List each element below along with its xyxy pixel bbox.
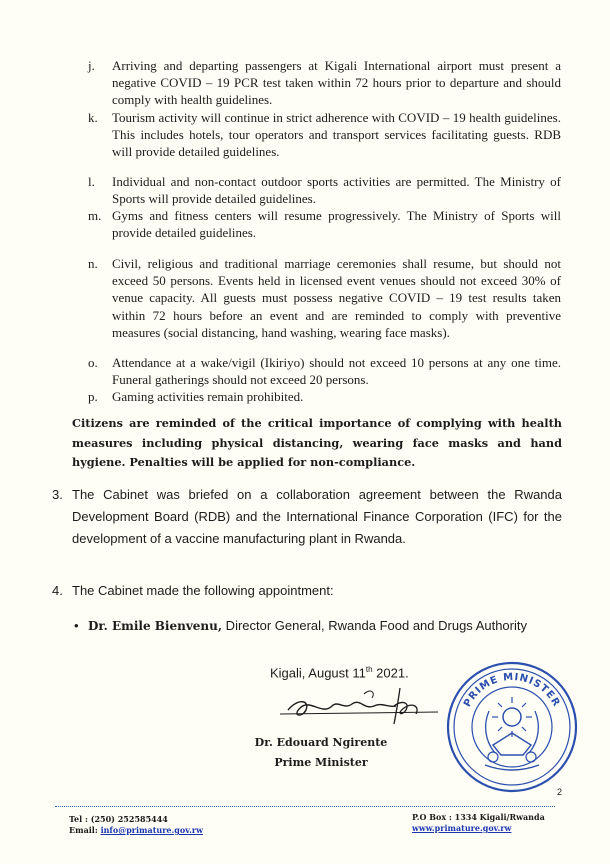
numbered-item: [52, 484, 562, 550]
footer-contact: [69, 814, 203, 836]
footer-email-line: Email: info@primature.gov.rw: [69, 825, 203, 835]
signatory-name: Dr. Edouard Ngirente: [254, 736, 388, 749]
item-label: k.: [88, 110, 98, 125]
item-label: n.: [88, 256, 98, 271]
list-item: [88, 255, 561, 341]
item-text: Individual and non-contact outdoor sports activities are permitted. The Ministry of Sports will provide detailed guidelines.: [112, 174, 561, 207]
numbered-text: The Cabinet was briefed on a collaboration agreement between the Rwanda Development Board (RDB) and the International Finance Corporation (IFC) for the development of a vaccine manufacturing plant in Rwanda.: [72, 487, 562, 546]
item-text: Gyms and fitness centers will resume progressively. The Ministry of Sports will provide detailed guidelines.: [112, 208, 561, 241]
list-item: [88, 173, 561, 207]
signatory-block: [241, 733, 401, 773]
signature: [270, 680, 440, 732]
numbered-text: The Cabinet made the following appointment:: [72, 583, 334, 598]
appointment-bullet: [74, 617, 574, 635]
item-text: Civil, religious and traditional marriage ceremonies shall resume, but should not exceed 50 persons. Events held in licensed event venues should not exceed 30% of venue capacity. All guests must possess negative COVID – 19 test results taken within 72 hours before an event and are reminded to comply with preventive measures (social distancing, hand washing, wearing face masks).: [112, 256, 561, 340]
list-item: [88, 354, 561, 388]
list-item: [88, 57, 561, 109]
footer-divider: [55, 806, 555, 807]
email-link[interactable]: info@primature.gov.rw: [100, 825, 203, 835]
item-text: Arriving and departing passengers at Kigali International airport must present a negative COVID – 19 PCR test taken within 72 hours prior to departure and should comply with health guidelines.: [112, 58, 561, 108]
list-item: [88, 388, 561, 405]
item-text: Attendance at a wake/vigil (Ikiriyo) should not exceed 10 persons at any one time. Funeral gatherings should not exceed 20 persons.: [112, 355, 561, 388]
footer-po-box: P.O Box : 1334 Kigali/Rwanda: [412, 812, 545, 822]
footer-address: [412, 812, 545, 834]
numbered-label: 3.: [52, 487, 63, 502]
numbered-label: 4.: [52, 583, 63, 598]
footer-tel: Tel : (250) 252585444: [69, 814, 168, 824]
item-label: l.: [88, 174, 95, 189]
list-item: [88, 207, 561, 241]
item-label: j.: [88, 58, 95, 73]
svg-text:PRIME MINISTER: [462, 672, 562, 709]
numbered-item: [52, 580, 562, 602]
official-seal: [443, 657, 581, 797]
item-text: Gaming activities remain prohibited.: [112, 389, 304, 404]
appointee-name: Dr. Emile Bienvenu,: [88, 619, 223, 633]
page-number: 2: [557, 787, 563, 797]
signatory-title: Prime Minister: [274, 756, 368, 769]
place-date: Kigali, August 11th 2021.: [270, 665, 409, 681]
item-label: m.: [88, 208, 102, 223]
item-text: Tourism activity will continue in strict adherence with COVID – 19 health guidelines. This includes hotels, tour operators and transport services facilitating guests. RDB will provide detailed guidelines.: [112, 110, 561, 160]
list-item: [88, 109, 561, 161]
item-label: p.: [88, 389, 98, 404]
item-label: o.: [88, 355, 98, 370]
seal-text: PRIME MINISTER: [462, 671, 562, 709]
bullet-icon: •: [74, 618, 79, 633]
compliance-warning: Citizens are reminded of the critical importance of complying with health measures including physical distancing, wearing face masks and hand hygiene. Penalties will be applied for non-compliance.: [72, 416, 562, 469]
website-link[interactable]: www.primature.gov.rw: [412, 823, 512, 833]
appointee-role: Director General, Rwanda Food and Drugs Authority: [222, 618, 527, 633]
